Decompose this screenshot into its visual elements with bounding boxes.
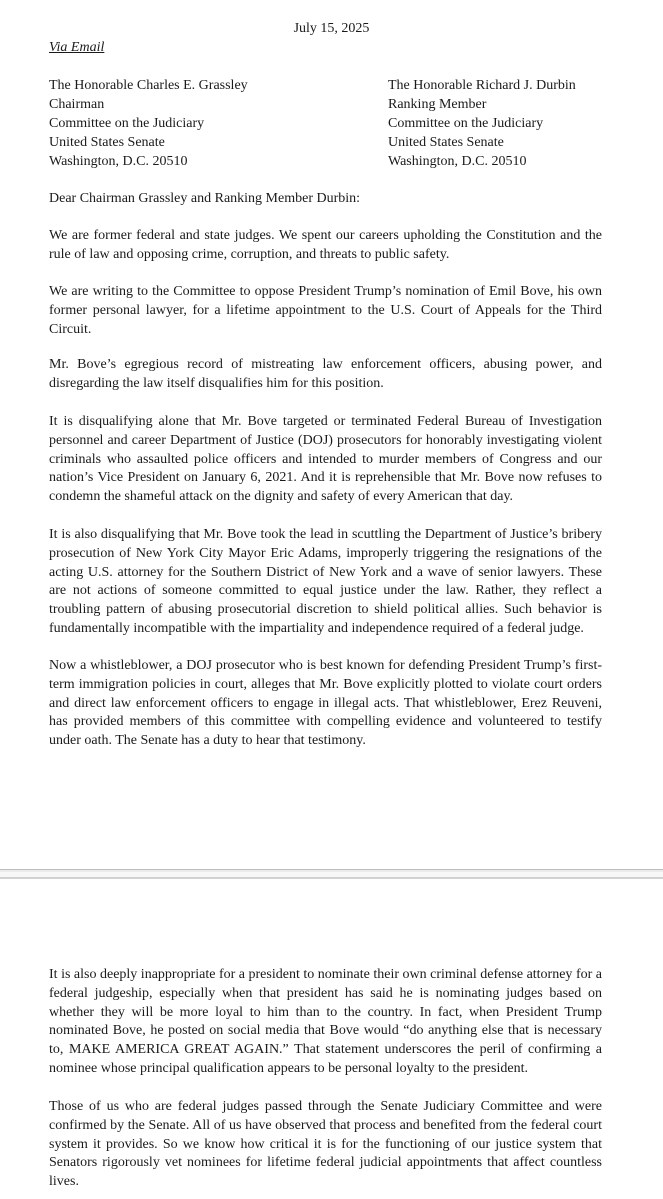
address-line: Committee on the Judiciary [49, 116, 205, 131]
body-paragraph: Those of us who are federal judges passed through the Senate Judiciary Committee and were confirmed by the Senate. All of us have observed that process and benefited from the federal court system it provides. So we know how critical it is for the functioning of our justice system that Senators rigorously vet nominees for lifetime federal judicial appointments that affect countless lives. [49, 1099, 602, 1190]
body-paragraph: It is also deeply inappropriate for a president to nominate their own criminal defense attorney for a federal judgeship, especially when that president has said he is nominating judges based on whether they will be more loyal to him than to the country. In fact, when President Trump nominated Bove, he posted on social media that Bove would “do anything else that is necessary to, MAKE AMERICA GREAT AGAIN.” That statement underscores the peril of confirming a nominee whose principal qualification appears to be personal loyalty to the president. [49, 967, 602, 1076]
address-line: Washington, D.C. 20510 [388, 154, 527, 169]
address-line: Chairman [49, 97, 105, 112]
address-line: United States Senate [49, 135, 165, 150]
body-paragraph: Mr. Bove’s egregious record of mistreating law enforcement officers, abusing power, and disregarding the law itself disqualifies him for this position. [49, 357, 602, 391]
recipient-address-grassley [49, 76, 248, 171]
body-paragraph: Now a whistleblower, a DOJ prosecutor who is best known for defending President Trump’s first-term immigration policies in court, alleges that Mr. Bove explicitly plotted to violate court orders and direct law enforcement officers to engage in illegal acts. That whistleblower, Erez Reuveni, has provided members of this committee with compelling evidence and volunteered to testify under oath. The Senate has a duty to hear that testimony. [49, 658, 602, 749]
body-paragraph: We are writing to the Committee to oppose President Trump’s nomination of Emil Bove, his own former personal lawyer, for a lifetime appointment to the U.S. Court of Appeals for the Third Circuit. [49, 284, 602, 337]
address-line: The Honorable Richard J. Durbin [388, 78, 576, 93]
address-line: The Honorable Charles E. Grassley [49, 78, 248, 93]
body-paragraph: It is also disqualifying that Mr. Bove took the lead in scuttling the Department of Justice’s bribery prosecution of New York City Mayor Eric Adams, improperly triggering the resignations of the acting U.S. attorney for the Southern District of New York and a wave of senior lawyers. These are not actions of someone committed to equal justice under the law. Rather, they reflect a troubling pattern of abusing prosecutorial discretion to shield political allies. Such behavior is fundamentally incompatible with the impartiality and independence required of a federal judge. [49, 527, 602, 636]
body-paragraph: It is disqualifying alone that Mr. Bove targeted or terminated Federal Bureau of Investigation personnel and career Department of Justice (DOJ) prosecutors for honorably investigating violent criminals who assaulted police officers and intended to murder members of Congress and our nation’s Vice President on January 6, 2021. And it is reprehensible that Mr. Bove now refuses to condemn the shameful attack on the dignity and safety of every American that day. [49, 414, 602, 505]
page-break [0, 869, 663, 880]
delivery-method: Via Email [49, 40, 105, 55]
recipient-address-durbin [388, 76, 576, 171]
address-line: Washington, D.C. 20510 [49, 154, 188, 169]
body-paragraph: We are former federal and state judges. We spent our careers upholding the Constitution and the rule of law and opposing crime, corruption, and threats to public safety. [49, 228, 602, 262]
address-line: Committee on the Judiciary [388, 116, 544, 131]
address-line: United States Senate [388, 135, 504, 150]
address-line: Ranking Member [388, 97, 487, 112]
letter-date: July 15, 2025 [293, 21, 370, 36]
salutation: Dear Chairman Grassley and Ranking Member Durbin: [49, 191, 361, 206]
